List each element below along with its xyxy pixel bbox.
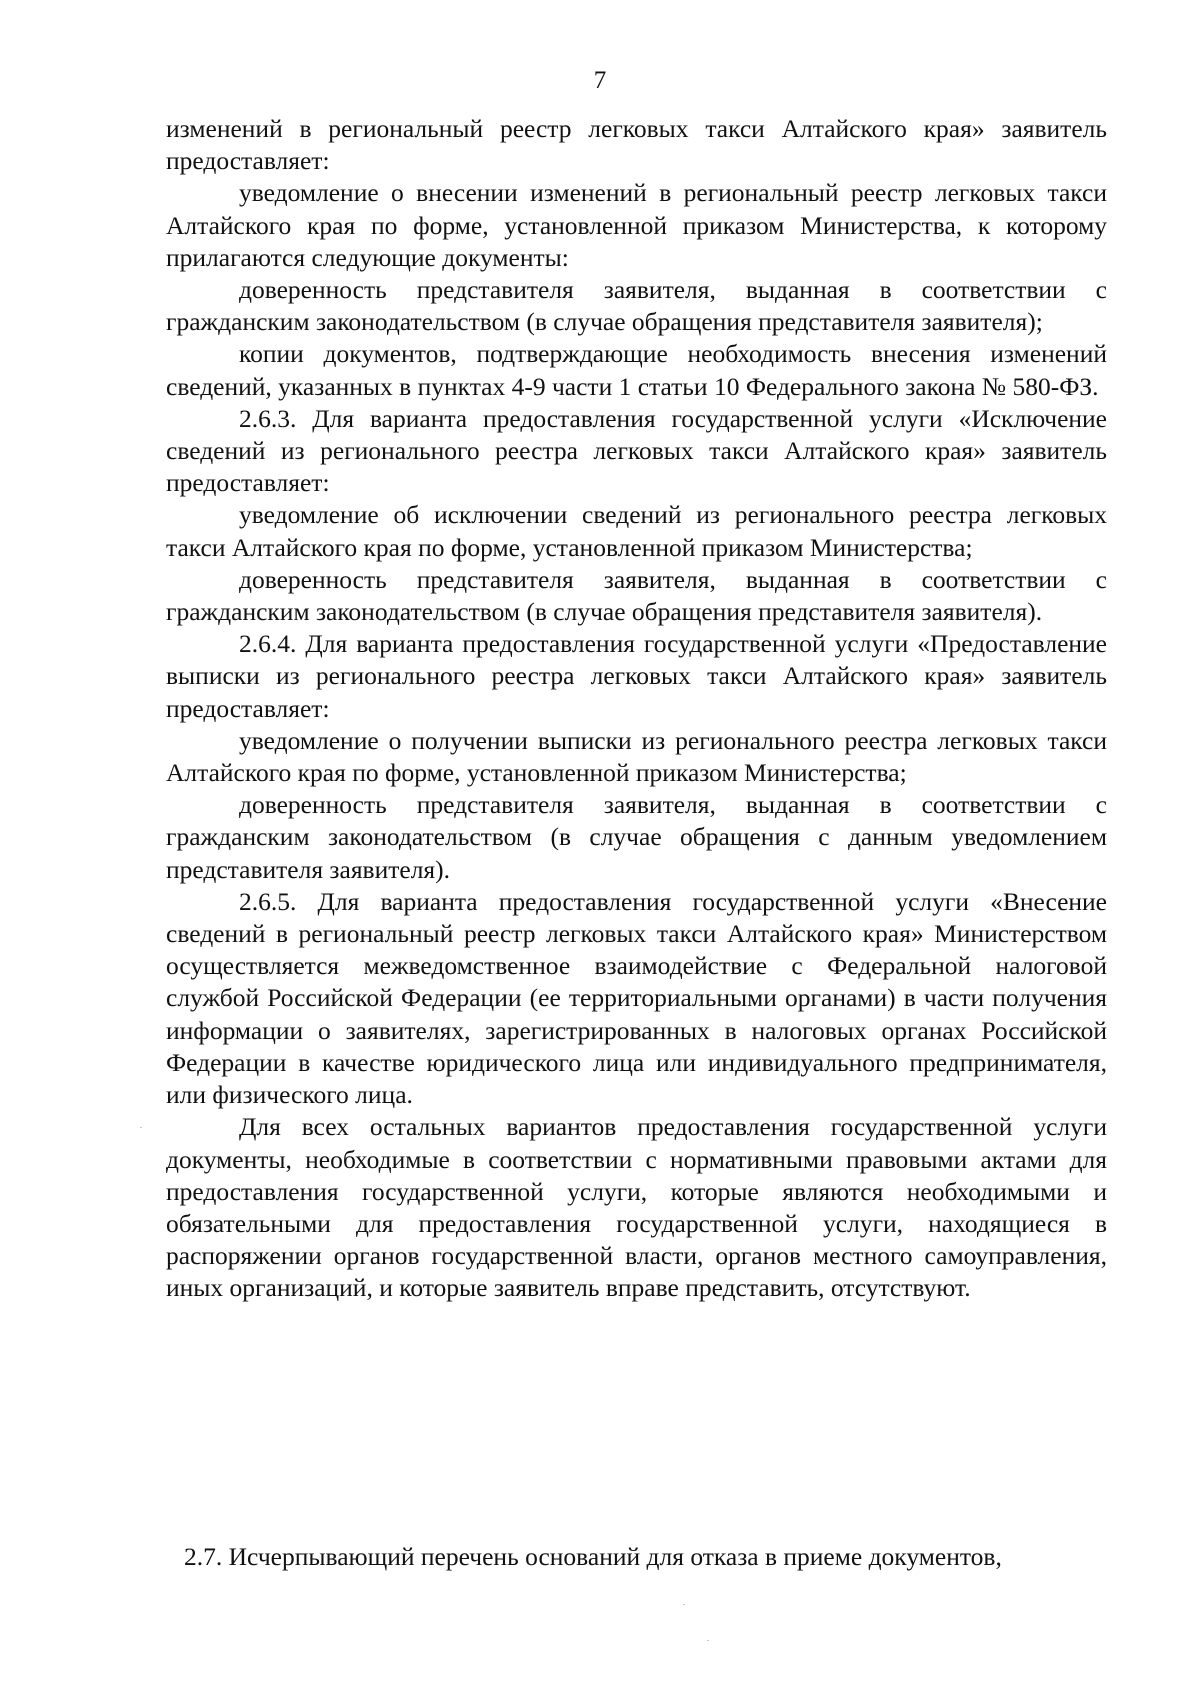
- section-heading-2-7: 2.7. Исчерпывающий перечень оснований для отказа в приеме документов,: [184, 1542, 1002, 1571]
- scan-speck: [683, 1604, 685, 1605]
- paragraph-continuation: изменений в региональный реестр легковых такси Алтайского края» заявитель предоставляет:: [166, 114, 1107, 176]
- paragraph-2-6-4: 2.6.4. Для варианта предоставления государственной услуги «Предоставление выписки из регионального реестра легковых такси Алтайского края» заявитель предоставляет:: [166, 629, 1107, 723]
- paragraph-notice-changes: уведомление о внесении изменений в региональный реестр легковых такси Алтайского края по форме, установленной приказом Министерства, к которому прилагаются следующие документы:: [166, 178, 1107, 272]
- paragraph-power-of-attorney: доверенность представителя заявителя, выданная в соответствии с гражданским законодательством (в случае обращения с данным уведомлением представителя заявителя).: [166, 790, 1107, 884]
- paragraph-notice-extract: уведомление о получении выписки из регионального реестра легковых такси Алтайского края по форме, установленной приказом Министерства;: [166, 725, 1107, 788]
- scan-speck: [707, 1640, 709, 1641]
- page-number: 7: [593, 67, 607, 94]
- paragraph-other-variants: Для всех остальных вариантов предоставления государственной услуги документы, необходимые в соответствии с нормативными правовыми актами для предоставления государственной услуги, которые являются необходимыми и обязательными для предоставления государственной услуги, находящиеся в распоряжении органов государственной власти, органов местного самоуправления, иных организаций, и которые заявитель вправе представить, отсутствуют.: [166, 1112, 1107, 1303]
- paragraph-power-of-attorney: доверенность представителя заявителя, выданная в соответствии с гражданским законодательством (в случае обращения представителя заявителя).: [166, 564, 1107, 627]
- paragraph-notice-exclusion: уведомление об исключении сведений из регионального реестра легковых такси Алтайского края по форме, установленной приказом Министерства;: [166, 500, 1107, 562]
- document-body: [166, 113, 1107, 1305]
- paragraph-2-6-5: 2.6.5. Для варианта предоставления государственной услуги «Внесение сведений в региональный реестр легковых такси Алтайского края» Министерством осуществляется межведомственное взаимодействие с Федеральной налоговой службой Российской Федерации (ее территориальными органами) в части получения информации о заявителях, зарегистрированных в налоговых органах Российской Федерации в качестве юридического лица или индивидуального предпринимателя, или физического лица.: [166, 886, 1107, 1110]
- paragraph-document-copies: копии документов, подтверждающие необходимость внесения изменений сведений, указанных в пунктах 4-9 части 1 статьи 10 Федерального закона № 580-ФЗ.: [166, 339, 1107, 401]
- paragraph-2-6-3: 2.6.3. Для варианта предоставления государственной услуги «Исключение сведений из регионального реестра легковых такси Алтайского края» заявитель предоставляет:: [166, 403, 1107, 498]
- paragraph-power-of-attorney: доверенность представителя заявителя, выданная в соответствии с гражданским законодательством (в случае обращения представителя заявителя);: [166, 275, 1107, 337]
- scan-speck: [140, 1127, 142, 1128]
